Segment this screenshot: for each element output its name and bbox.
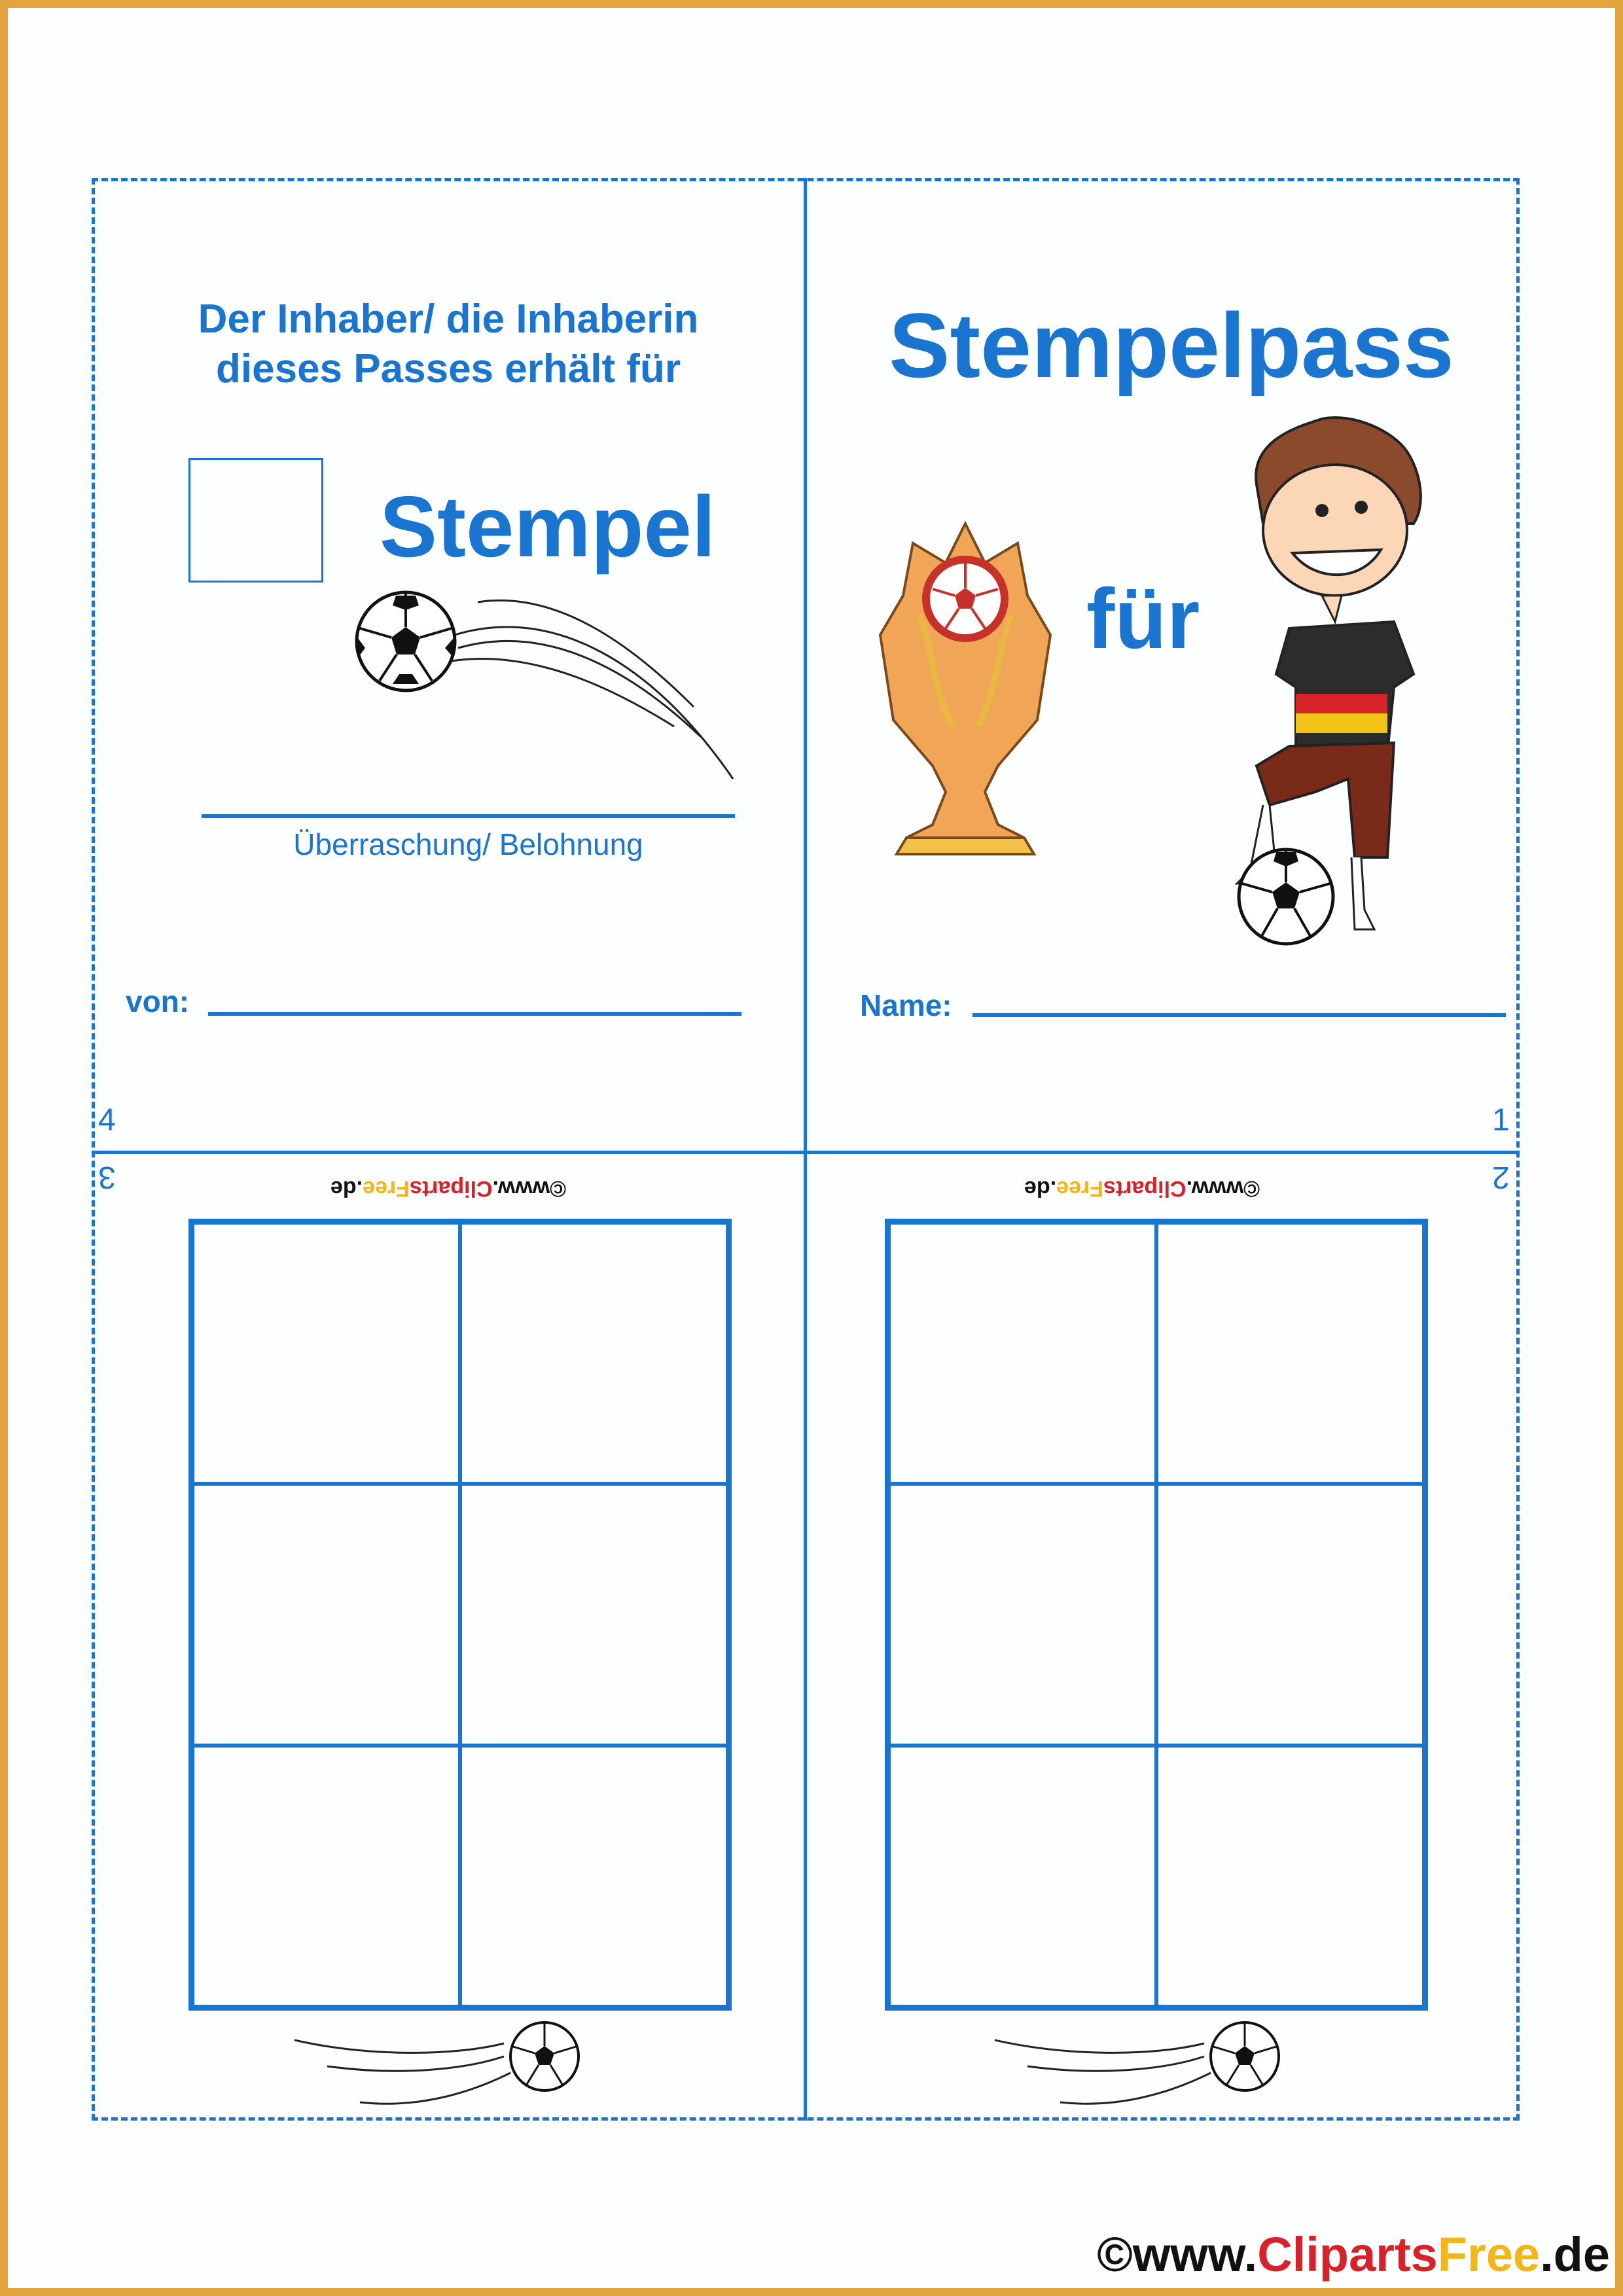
stamp-cell[interactable] <box>460 1746 728 2007</box>
stamp-cell[interactable] <box>889 1746 1156 2007</box>
credit-flipped-right: ©www.ClipartsFree.de <box>1024 1176 1260 1201</box>
page-number-4: 4 <box>98 1103 116 1138</box>
stamp-grid-left <box>188 1219 732 2011</box>
flying-ball-bottom-left <box>288 2017 589 2115</box>
boy-with-ball-illustration <box>1230 412 1492 949</box>
soccer-ball-icon <box>510 2022 579 2090</box>
reward-line <box>202 814 735 818</box>
fold-line-vertical <box>804 178 807 2121</box>
flying-ball-illustration <box>347 576 753 785</box>
trophy-icon <box>874 517 1057 864</box>
credit-main[interactable]: ©www.ClipartsFree.de <box>1097 2227 1610 2282</box>
holder-heading-line1: Der Inhaber/ die Inhaberin <box>198 296 699 342</box>
from-field-line[interactable] <box>208 1012 741 1016</box>
holder-heading-line2: dieses Passes erhält für <box>216 346 681 391</box>
from-label: von: <box>126 984 190 1018</box>
for-word: für <box>1086 571 1200 666</box>
stamp-count-box[interactable] <box>188 458 323 583</box>
stamp-grid-right <box>885 1219 1428 2011</box>
stamp-word: Stempel <box>380 478 716 575</box>
stamp-cell[interactable] <box>460 1484 728 1745</box>
soccer-ball-icon <box>1239 850 1333 944</box>
stamp-cell[interactable] <box>192 1746 460 2007</box>
flying-ball-bottom-right <box>988 2017 1289 2115</box>
page-number-1: 1 <box>1492 1103 1510 1138</box>
stamp-cell[interactable] <box>460 1223 728 1484</box>
stamp-cell[interactable] <box>889 1484 1156 1745</box>
fold-line-horizontal <box>92 1151 1520 1154</box>
reward-label: Überraschung/ Belohnung <box>293 827 643 861</box>
page-number-3: 3 <box>98 1160 116 1194</box>
stamp-cell[interactable] <box>192 1223 460 1484</box>
stamp-cell[interactable] <box>1156 1223 1424 1484</box>
credit-flipped-left: ©www.ClipartsFree.de <box>330 1176 567 1201</box>
name-label: Name: <box>860 988 952 1022</box>
soccer-ball-icon <box>1211 2022 1279 2090</box>
stamp-cell[interactable] <box>192 1484 460 1745</box>
stamp-cell[interactable] <box>1156 1746 1424 2007</box>
stamp-cell[interactable] <box>1156 1484 1424 1745</box>
page-number-2: 2 <box>1492 1160 1510 1194</box>
soccer-ball-icon <box>357 592 455 691</box>
holder-heading <box>105 295 792 394</box>
name-field-line[interactable] <box>972 1013 1506 1017</box>
pass-title: Stempelpass <box>889 294 1454 397</box>
stamp-cell[interactable] <box>889 1223 1156 1484</box>
